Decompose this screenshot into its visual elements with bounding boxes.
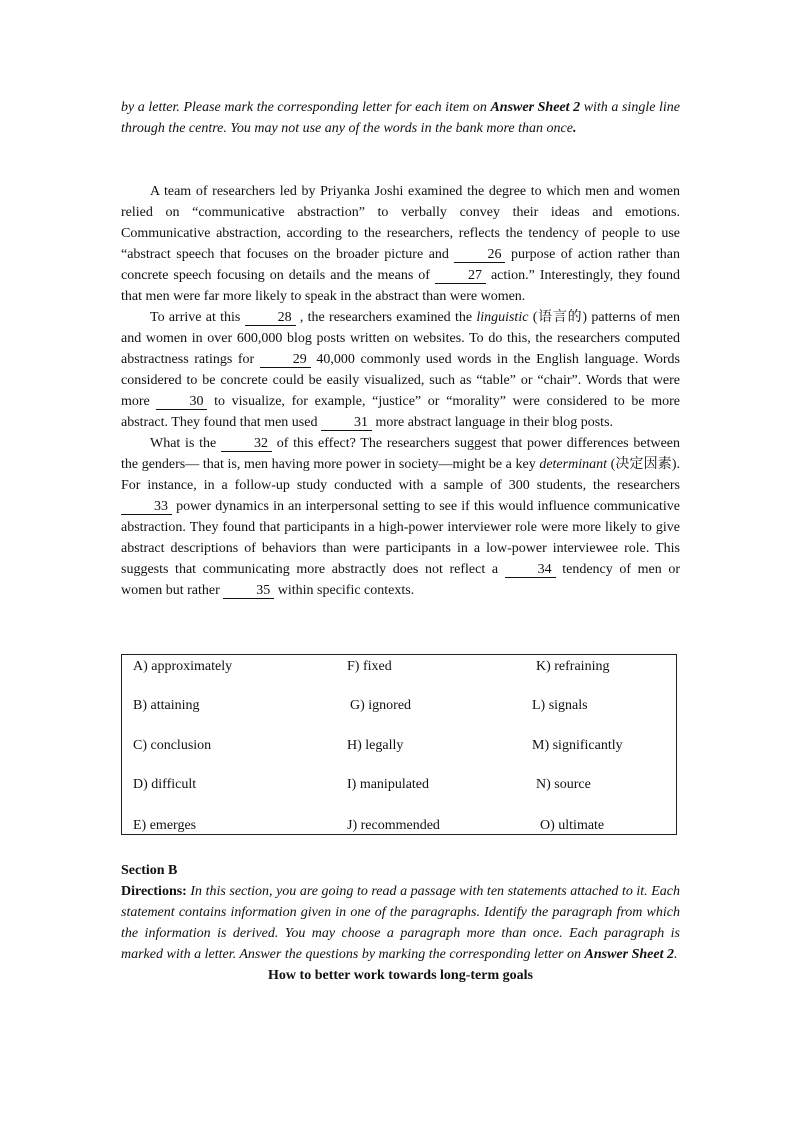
word-option-g[interactable]: G) ignored (350, 698, 412, 713)
directions-text: In this section, you are going to read a passage with ten statements attached to it. Each statement contains information given in one of the paragraphs. Identify the paragraph from which the information is derived. You may choose a paragraph more than once. Each paragraph is marked with a letter. Answer the questions by marking the corresponding letter on (121, 884, 680, 962)
section-b (121, 860, 680, 986)
answer-sheet-ref: Answer Sheet 2 (490, 100, 581, 115)
intro-text-end: with a single line through the centre. You may not use any of the words in the bank more than once (121, 100, 680, 136)
blank-26[interactable]: 26 (454, 247, 505, 263)
intro-period: . (572, 121, 577, 136)
paragraph-3: What is the 32 of this effect? The researchers suggest that power differences between the genders— that is, men having more power in society—might be a key determinant (决定因素). For instance, in a follow-up study conducted with a sample of 300 students, the researchers 33 power dynamics in an interpersonal setting to see if this would influence communicative abstraction. They found that participants in a high-power interviewer role were more likely to give abstract descriptions of behaviors than were participants in a low-power interviewee role. This suggests that communicating more abstractly does not reflect a 34 tendency of men or women but rather 35 within specific contexts. (121, 436, 681, 598)
blank-27[interactable]: 27 (435, 268, 486, 284)
word-option-h[interactable]: H) legally (347, 738, 404, 753)
word-option-e[interactable]: E) emerges (133, 818, 197, 833)
blank-31[interactable]: 31 (321, 415, 372, 431)
word-option-n[interactable]: N) source (536, 777, 591, 792)
section-b-directions (121, 881, 680, 965)
word-option-o[interactable]: O) ultimate (540, 818, 605, 833)
term-linguistic: linguistic (476, 310, 529, 325)
term-determinant: determinant (539, 457, 607, 472)
paragraph-2: To arrive at this 28 , the researchers examined the linguistic (语言的) patterns of men and women in over 600,000 blog posts written on websites. To do this, the researchers computed abstractness ratings for 29 40,000 commonly used words in the English language. Words considered to be concrete could be easily visualized, such as “table” or “chair”. Words that were more 30 to visualize, for example, “justice” or “morality” were considered to be more abstract. They found that men used 31 more abstract language in their blog posts. (121, 310, 681, 430)
blank-32[interactable]: 32 (221, 436, 272, 452)
word-option-l[interactable]: L) signals (532, 698, 588, 713)
word-option-b[interactable]: B) attaining (133, 698, 200, 713)
article-title: How to better work towards long-term goals (268, 968, 533, 983)
directions-label: Directions: (121, 884, 187, 899)
word-bank (121, 654, 677, 835)
word-option-j[interactable]: J) recommended (347, 818, 440, 833)
intro-text: by a letter. Please mark the corresponding letter for each item on (121, 100, 491, 115)
paragraph-1: A team of researchers led by Priyanka Joshi examined the degree to which men and women relied on “communicative abstraction” to verbally convey their ideas and emotions. Communicative abstraction, according to the researchers, reflects the tendency of people to use “abstract speech that focuses on the broader picture and 26 purpose of action rather than concrete speech focusing on details and the means of 27 action.” Interestingly, they found that men were far more likely to speak in the abstract than were women. (121, 184, 680, 304)
blank-35[interactable]: 35 (223, 583, 274, 599)
blank-34[interactable]: 34 (505, 562, 556, 578)
answer-sheet-ref-b: Answer Sheet 2 (584, 947, 674, 962)
blank-30[interactable]: 30 (156, 394, 207, 410)
blank-29[interactable]: 29 (260, 352, 311, 368)
word-option-d[interactable]: D) difficult (133, 777, 197, 792)
word-option-f[interactable]: F) fixed (347, 659, 392, 674)
word-option-a[interactable]: A) approximately (133, 659, 233, 674)
directions-end: . (673, 947, 678, 962)
word-option-i[interactable]: I) manipulated (347, 777, 430, 792)
blank-28[interactable]: 28 (245, 310, 296, 326)
instructions-intro (121, 97, 680, 139)
blank-33[interactable]: 33 (121, 499, 172, 515)
section-b-heading: Section B (121, 863, 178, 878)
word-option-k[interactable]: K) refraining (536, 659, 610, 674)
reading-passage (121, 181, 680, 601)
word-option-m[interactable]: M) significantly (532, 738, 623, 753)
word-option-c[interactable]: C) conclusion (133, 738, 212, 753)
